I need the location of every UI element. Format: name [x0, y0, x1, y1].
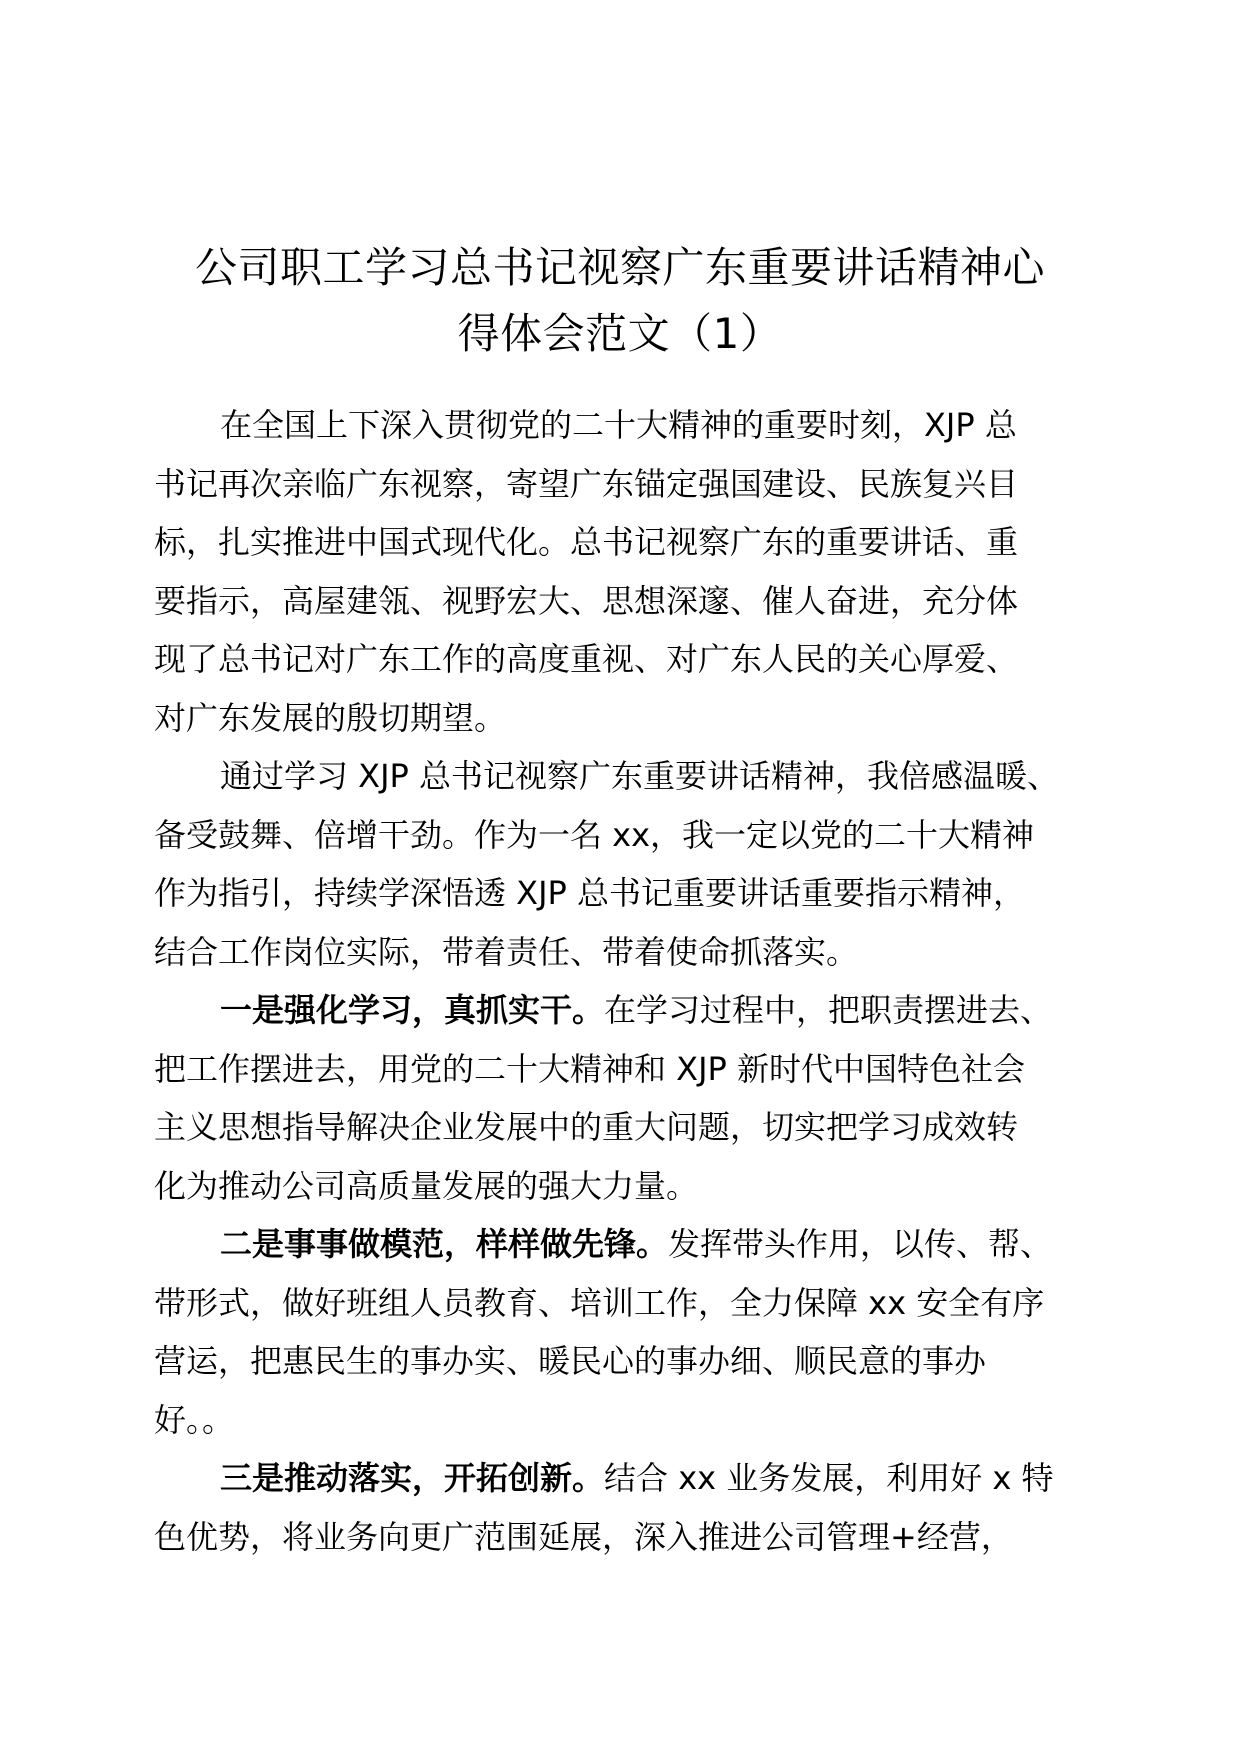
paragraph-line: 标，扎实推进中国式现代化。总书记视察广东的重要讲话、重: [154, 523, 1019, 561]
paragraph-line: 好。。: [154, 1400, 235, 1439]
paragraph-line: 要指示，高屋建瓴、视野宏大、思想深邃、催人奋进，充分体: [154, 581, 1019, 620]
paragraph-line: 在全国上下深入贯彻党的二十大精神的重要时刻，XJP 总: [220, 406, 1017, 444]
paragraph-line: 把工作摆进去，用党的二十大精神和 XJP 新时代中国特色社会: [154, 1049, 1026, 1088]
paragraph-line: 通过学习 XJP 总书记视察广东重要讲话精神，我倍感温暖、: [220, 757, 1060, 795]
title-line: 公司职工学习总书记视察广东重要讲话精神心: [194, 243, 1045, 292]
paragraph-line: 结合工作岗位实际，带着责任、带着使命抓落实。: [154, 932, 859, 971]
paragraph-line: [154, 1215, 1084, 1274]
paragraph-lead: 一是强化学习，真抓实干。: [220, 991, 605, 1029]
paragraph-line: 作为指引，持续学深悟透 XJP 总书记重要讲话重要指示精神，: [154, 874, 1026, 912]
paragraph-line-text: 结合 xx 业务发展，利用好 x 特: [604, 1459, 1054, 1497]
paragraph-line: 书记再次亲临广东视察，寄望广东锚定强国建设、民族复兴目: [154, 464, 1019, 503]
paragraph-line-text: 在学习过程中，把职责摆进去、: [604, 991, 1053, 1029]
paragraph-line: 营运，把惠民生的事办实、暖民心的事办细、顺民意的事办: [154, 1342, 987, 1380]
paragraph-line: 色优势，将业务向更广范围延展，深入推进公司管理+经营，: [154, 1517, 1013, 1556]
paragraph-line: 带形式，做好班组人员教育、培训工作，全力保障 xx 安全有序: [154, 1283, 1045, 1322]
paragraph-line: 化为推动公司高质量发展的强大力量。: [154, 1166, 699, 1205]
paragraph-line: 对广东发展的殷切期望。: [154, 698, 507, 737]
paragraph-line: 备受鼓舞、倍增干劲。作为一名 xx，我一定以党的二十大精神: [154, 815, 1035, 854]
paragraph-commitment: [154, 747, 1084, 981]
paragraph-intro: [154, 396, 1084, 747]
paragraph-point-two: [154, 1215, 1084, 1449]
paragraph-line: [154, 1449, 1084, 1508]
paragraph-line-text: 发挥带头作用，以传、帮、: [668, 1225, 1053, 1263]
document-body: [154, 396, 1084, 1566]
paragraph-lead: 三是推动落实，开拓创新。: [220, 1459, 605, 1497]
paragraph-line: 现了总书记对广东工作的高度重视、对广东人民的关心厚爱、: [154, 640, 1019, 678]
paragraph-point-three: [154, 1449, 1084, 1566]
paragraph-line: [154, 981, 1084, 1040]
document-title: [140, 235, 1100, 367]
title-line: 得体会范文（1）: [457, 309, 783, 358]
paragraph-line: 主义思想指导解决企业发展中的重大问题，切实把学习成效转: [154, 1108, 1019, 1146]
paragraph-lead: 二是事事做模范，样样做先锋。: [220, 1225, 669, 1263]
paragraph-point-one: [154, 981, 1084, 1215]
